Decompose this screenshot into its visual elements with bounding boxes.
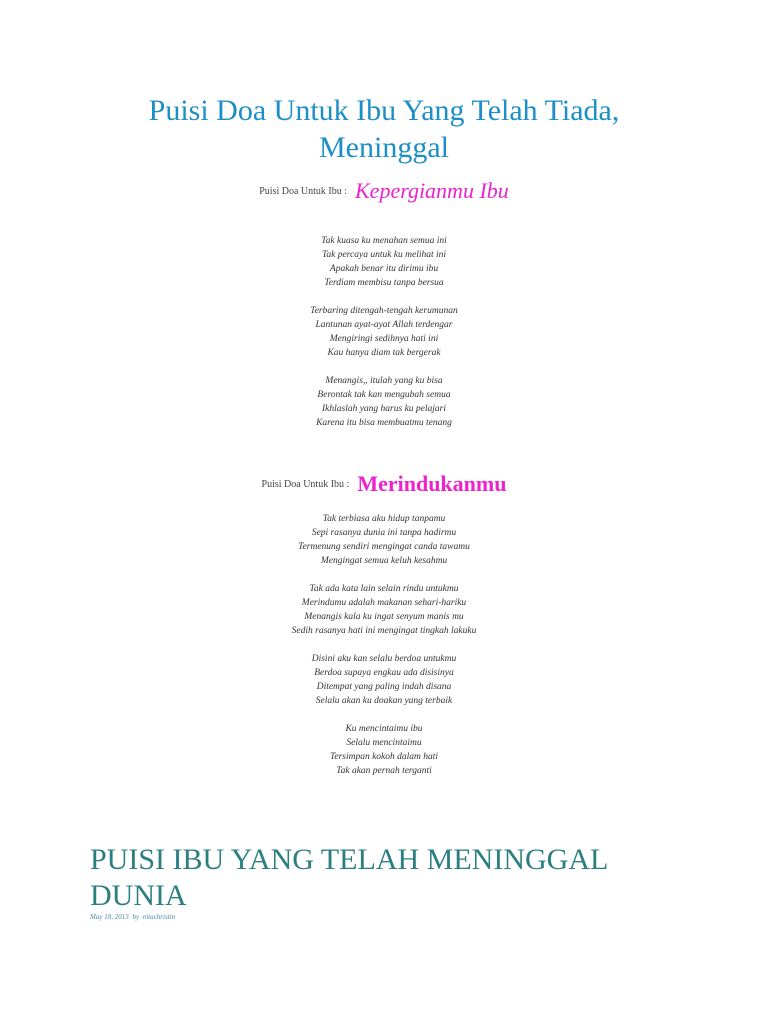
poem-line: Berontak tak kan mengubah semua [317,390,451,400]
post-date: May 18, 2013 [90,913,129,921]
poem-line: Termenung sendiri mengingat canda tawamu [298,542,470,552]
poem-line: Tak terbiasa aku hidup tanpamu [322,514,446,524]
page-title: Puisi Doa Untuk Ibu Yang Telah Tiada, Meninggal [148,94,620,164]
poem-line: Kau hanya diam tak bergerak [327,348,441,358]
poem-line: Disini aku kan selalu berdoa untukmu [311,654,457,664]
poem-line: Berdoa supaya engkau ada disisinya [314,668,454,678]
post-meta [90,913,175,921]
poem-stanza [0,304,768,360]
poem-line: Tak kuasa ku menahan semua ini [321,236,447,246]
poem-line: Apakah benar itu dirimu ibu [329,264,439,274]
poem-stanza [0,582,768,638]
post-by: by [132,913,140,921]
poem-line: Ku mencintaimu ibu [345,724,423,734]
poem-subtitle: Kepergianmu Ibu [355,178,509,203]
poem-line: Sedih rasanya hati ini mengingat tingkah lakuku [291,626,477,636]
poem-stanza [0,652,768,708]
poem-line: Selalu mencintaimu [346,738,422,748]
poem-line: Merindumu adalah makanan sehari-hariku [301,598,467,608]
poem-line: Terdiam membisu tanpa bersua [324,278,444,288]
poem-heading-merindukanmu [0,471,768,497]
poem-line: Sepi rasanya dunia ini tanpa hadirmu [311,528,457,538]
poem-line: Mengingat semua keluh kesahmu [320,556,448,566]
poem-line: Karena itu bisa membuatmu tenang [316,418,452,428]
poem-heading-kepergianmu [0,178,768,204]
poem-stanza [0,374,768,430]
poem-stanza [0,234,768,290]
poem-line: Mengiringi sedihnya hati ini [329,334,439,344]
poem-prefix: Puisi Doa Untuk Ibu : [261,479,350,490]
post-title: PUISI IBU YANG TELAH MENINGGAL DUNIA [90,843,608,912]
poem-line: Menangis,, itulah yang ku bisa [325,376,443,386]
poem-line: Tersimpan kokoh dalam hati [329,752,439,762]
post-author: nitachristin [142,913,176,921]
poem-line: Selalu akan ku doakan yang terbaik [315,696,453,706]
poem-line: Lantunan ayat-ayat Allah terdengar [315,320,453,330]
poem-line: Menangis kala ku ingat senyum manis mu [304,612,464,622]
poem-stanza [0,722,768,778]
poem-line: Ditempat yang paling indah disana [316,682,452,692]
poem-line: Terbaring ditengah-tengah kerumunan [310,306,458,316]
poem-line: Tak akan pernah terganti [336,766,432,776]
poem-prefix: Puisi Doa Untuk Ibu : [259,186,347,197]
poem-line: Tak ada kata lain selain rindu untukmu [309,584,459,594]
poem-subtitle: Merindukanmu [357,471,507,496]
poem-line: Ikhlaslah yang harus ku pelajari [321,404,446,414]
poem-line: Tak percaya untuk ku melihat ini [321,250,447,260]
poem-stanza [0,512,768,568]
